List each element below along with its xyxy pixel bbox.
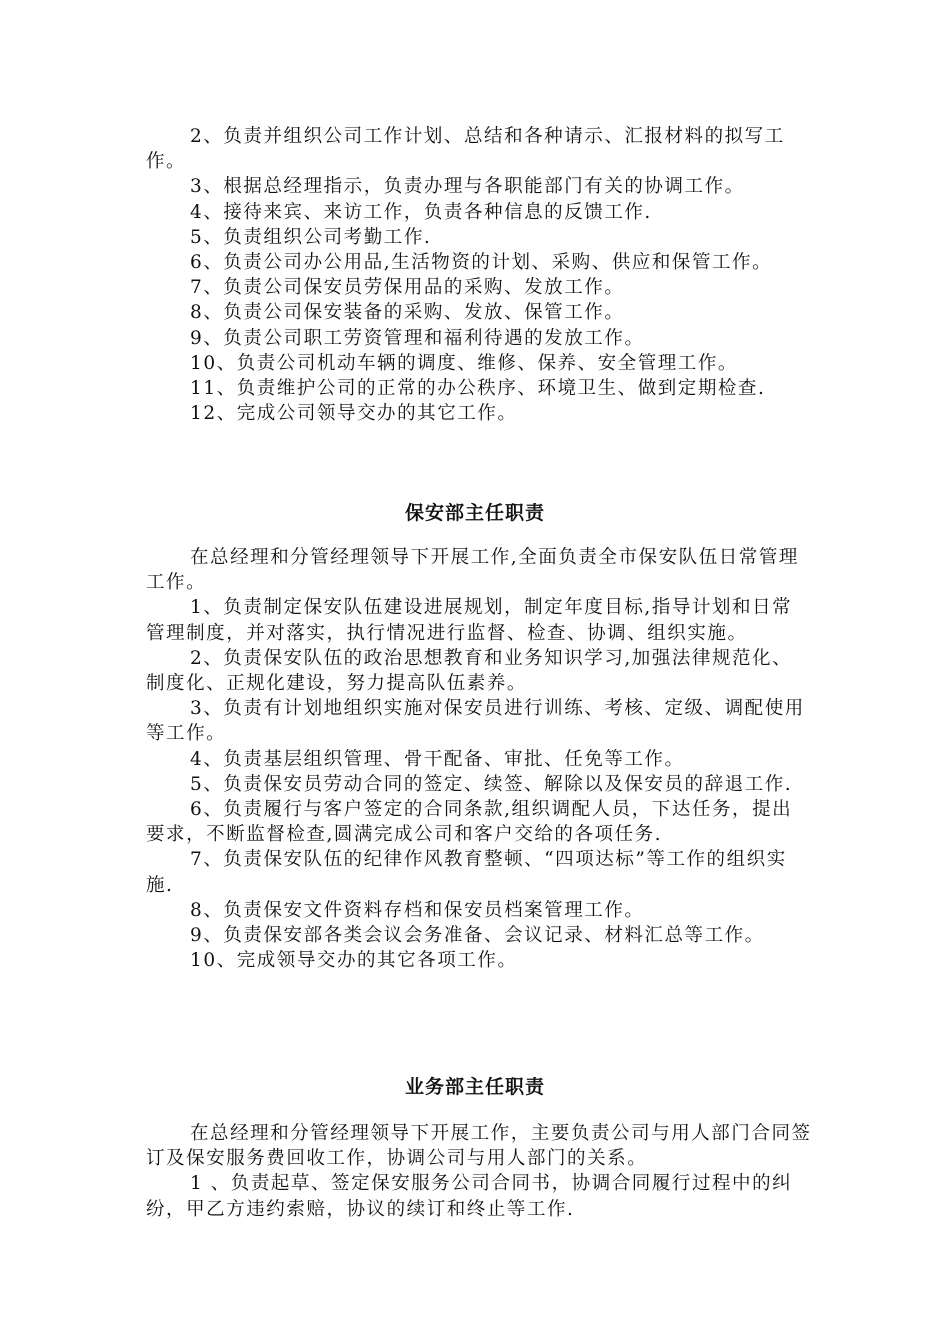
security-dept-heading: 保安部主任职责 [404, 502, 545, 524]
duty-item: 6、负责公司办公用品,生活物资的计划、采购、供应和保管工作。 [190, 252, 773, 274]
duty-item: 10、负责公司机动车辆的调度、维修、保养、安全管理工作。 [190, 352, 738, 374]
duty-item: 10、完成领导交办的其它各项工作。 [190, 950, 518, 972]
duty-item: 9、负责保安部各类会议会务准备、会议记录、材料汇总等工作。 [190, 925, 765, 947]
duty-item: 6、负责履行与客户签定的合同条款,组织调配人员，下达任务，提出要求，不断监督检查,圆满完成公司和客户交给的各项任务. [146, 799, 793, 846]
business-dept-duties [146, 1121, 812, 1222]
duty-item: 2、负责保安队伍的政治思想教育和业务知识学习,加强法律规范化、制度化、正规化建设，努力提高队伍素养。 [146, 647, 793, 695]
duty-item: 12、完成公司领导交办的其它工作。 [190, 403, 518, 425]
duty-item: 3、负责有计划地组织实施对保安员进行训练、考核、定级、调配使用等工作。 [146, 698, 805, 745]
security-dept-duties [146, 545, 812, 973]
duty-item: 8、负责公司保安装备的采购、发放、保管工作。 [190, 302, 625, 324]
duty-item: 7、负责公司保安员劳保用品的采购、发放工作。 [190, 277, 625, 299]
duty-item: 5、负责组织公司考勤工作. [190, 226, 432, 248]
duty-item: 4、接待来宾、来访工作，负责各种信息的反馈工作. [190, 201, 652, 223]
section-intro: 在总经理和分管经理领导下开展工作,全面负责全市保安队伍日常管理工作。 [146, 547, 799, 594]
section-intro: 在总经理和分管经理领导下开展工作，主要负责公司与用人部门合同签订及保安服务费回收工作，协调公司与用人部门的关系。 [146, 1123, 812, 1170]
duty-item: 3、根据总经理指示，负责办理与各职能部门有关的协调工作。 [190, 176, 745, 198]
duty-item: 5、负责保安员劳动合同的签定、续签、解除以及保安员的辞退工作. [190, 773, 793, 795]
duty-item: 9、负责公司职工劳资管理和福利待遇的发放工作。 [190, 327, 645, 349]
duty-item: 2、负责并组织公司工作计划、总结和各种请示、汇报材料的拟写工作。 [146, 126, 785, 173]
duty-item: 11、负责维护公司的正常的办公秩序、环境卫生、做到定期检查. [190, 378, 766, 400]
duty-item: 1 、负责起草、签定保安服务公司合同书，协调合同履行过程中的纠纷，甲乙方违约索赔，协议的续订和终止等工作. [146, 1173, 793, 1220]
business-dept-heading: 业务部主任职责 [404, 1076, 545, 1098]
office-duties-list [146, 124, 812, 426]
duty-item: 4、负责基层组织管理、骨干配备、审批、任免等工作。 [190, 748, 685, 770]
duty-item: 8、负责保安文件资料存档和保安员档案管理工作。 [190, 899, 645, 921]
duty-item: 1、负责制定保安队伍建设进展规划，制定年度目标,指导计划和日常管理制度，并对落实，执行情况进行监督、检查、协调、组织实施。 [146, 597, 793, 644]
duty-item: 7、负责保安队伍的纪律作风教育整顿、“四项达标”等工作的组织实施. [146, 849, 787, 896]
